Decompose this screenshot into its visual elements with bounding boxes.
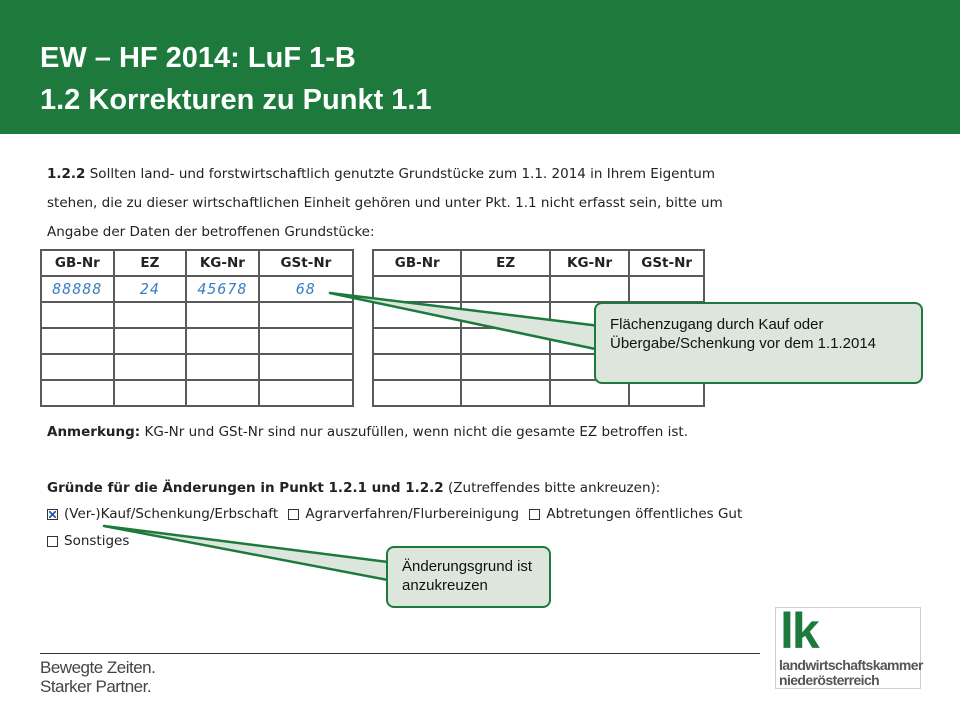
header-gb-nr: GB-Nr [373, 250, 461, 276]
header-gst-nr: GSt-Nr [259, 250, 353, 276]
header-gst-nr: GSt-Nr [629, 250, 704, 276]
header-ez: EZ [114, 250, 186, 276]
note-text: KG-Nr und GSt-Nr sind nur auszufüllen, wenn nicht die gesamte EZ betroffen ist. [144, 424, 688, 440]
cell-ez[interactable]: 24 [114, 276, 186, 302]
header-ez: EZ [461, 250, 549, 276]
header-gb-nr: GB-Nr [41, 250, 114, 276]
slide-title-line2: 1.2 Korrekturen zu Punkt 1.1 [40, 84, 432, 116]
logo-text-line2: niederösterreich [779, 672, 880, 688]
reason-label-abtretungen: Abtretungen öffentliches Gut [546, 506, 743, 522]
logo-text-line1: landwirtschaftskammer [779, 657, 923, 673]
reasons-heading: Gründe für die Änderungen in Punkt 1.2.1 und 1.2.2 [47, 480, 444, 496]
reason-label-purchase: (Ver-)Kauf/Schenkung/Erbschaft [64, 506, 279, 522]
slide-title-line1: EW – HF 2014: LuF 1-B [40, 42, 356, 74]
acquisition-callout-pointer [330, 293, 600, 350]
reason-callout-pointer [104, 526, 388, 580]
reason-label-agrarverfahren: Agrarverfahren/Flurbereinigung [305, 506, 520, 522]
lk-logo [775, 603, 923, 689]
intro-line-3: Angabe der Daten der betroffenen Grundstücke: [47, 224, 375, 240]
header-kg-nr: KG-Nr [550, 250, 630, 276]
reason-callout: Änderungsgrund ist anzukreuzen [386, 546, 551, 608]
cell-gst-nr[interactable]: 68 [259, 276, 353, 302]
slogan-line2: Starker Partner. [40, 677, 152, 696]
footer-slogan [40, 658, 155, 696]
acquisition-callout: Flächenzugang durch Kauf oder Übergabe/Schenkung vor dem 1.1.2014 [594, 302, 923, 384]
cell-gb-nr[interactable]: 88888 [41, 276, 114, 302]
section-number: 1.2.2 [47, 166, 86, 182]
footer-divider [40, 653, 760, 654]
intro-text-1: Sollten land- und forstwirtschaftlich genutzte Grundstücke zum 1.1. 2014 in Ihrem Eigentum [89, 166, 716, 182]
note-label: Anmerkung: [47, 424, 141, 440]
reason-label-sonstiges: Sonstiges [64, 533, 130, 549]
header-kg-nr: KG-Nr [186, 250, 259, 276]
logo-mark: lk [780, 603, 818, 659]
reasons-hint: (Zutreffendes bitte ankreuzen): [448, 480, 661, 496]
slogan-line1: Bewegte Zeiten. [40, 658, 156, 677]
cell-kg-nr[interactable]: 45678 [186, 276, 259, 302]
intro-line-2: stehen, die zu dieser wirtschaftlichen Einheit gehören und unter Pkt. 1.1 nicht erfasst sein, bitte um [47, 195, 723, 211]
